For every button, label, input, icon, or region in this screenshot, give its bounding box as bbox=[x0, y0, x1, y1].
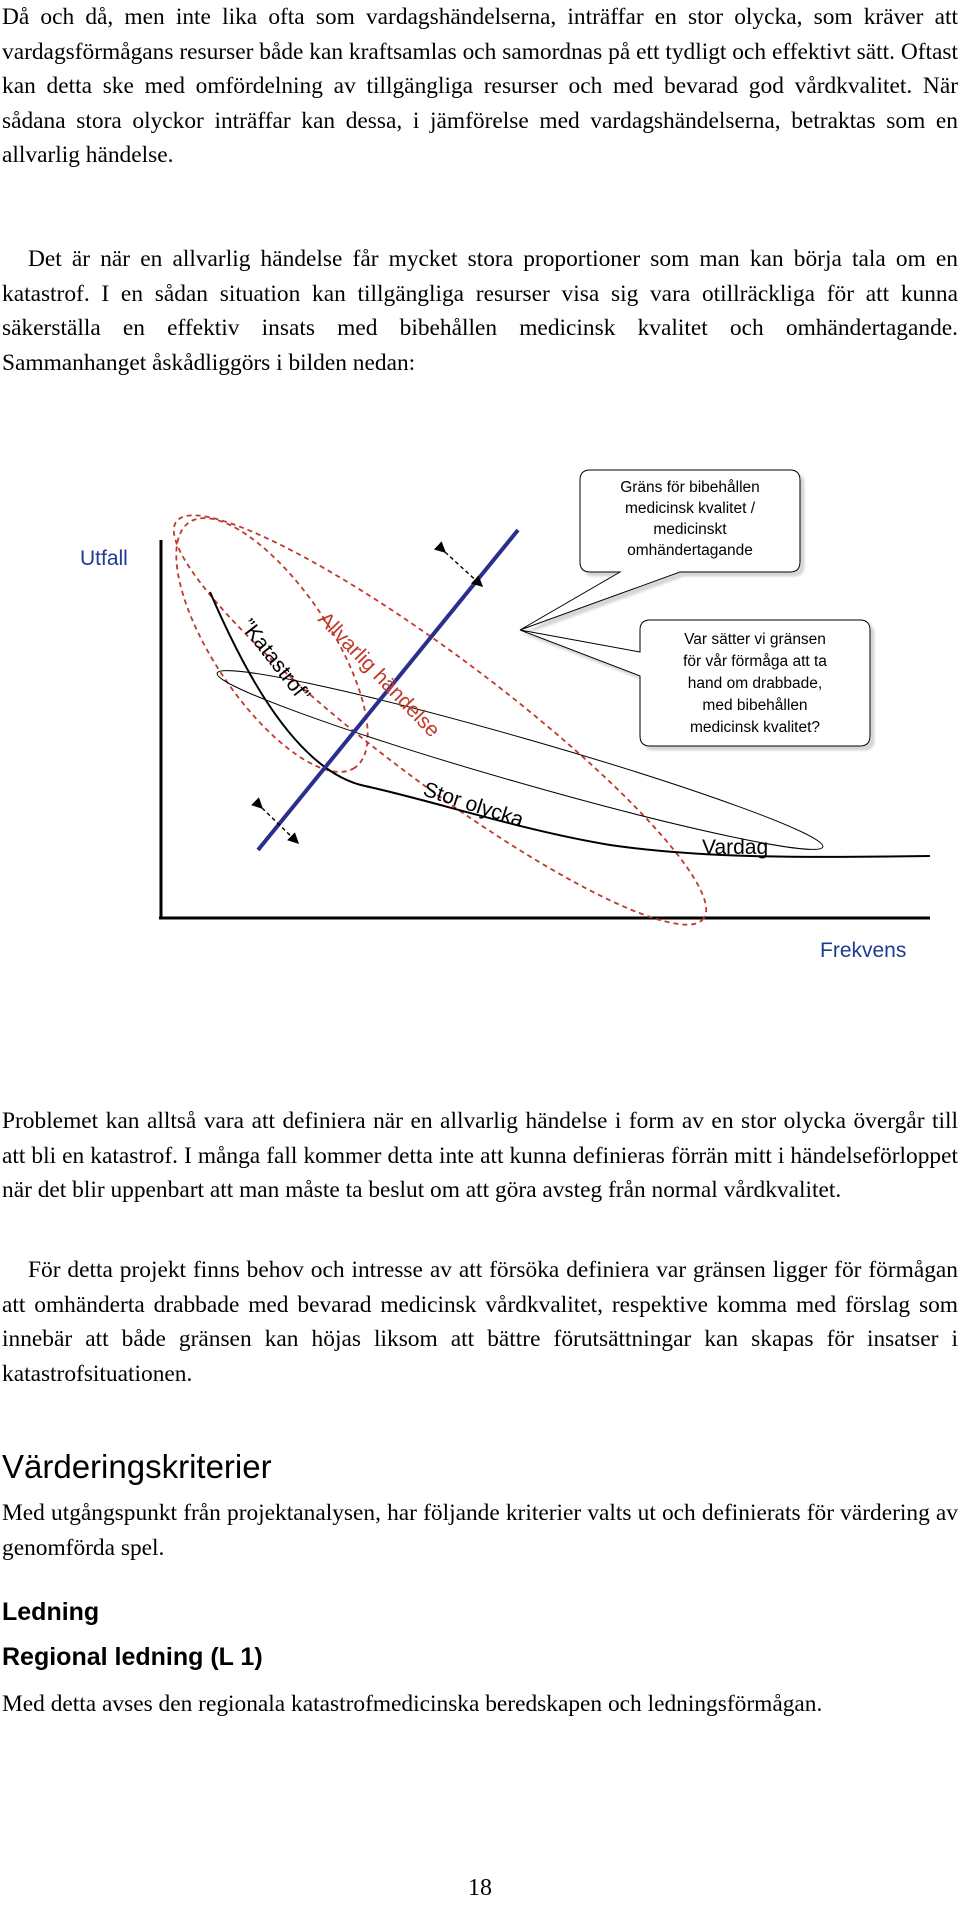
paragraph-criteria: Med utgångspunkt från projektanalysen, har följande kriterier valts ut och definierats för värdering av genomförda spel. bbox=[2, 1500, 958, 1561]
label-stor-olycka: Stor olycka bbox=[420, 777, 527, 832]
callout-bottom-line-2: för vår förmåga att ta bbox=[683, 653, 827, 670]
paragraph-problem: Problemet kan alltså vara att definiera när en allvarlig händelse i form av en stor olycka övergår till att bli en katastrof. I många fall kommer detta inte att kunna definieras förrän mitt i händelseförloppet när det blir uppenbart att man måste ta beslut om att göra avsteg från normal vårdkvalitet. bbox=[2, 1108, 958, 1203]
y-axis-label: Utfall bbox=[80, 547, 128, 570]
callout-top-line-2: medicinsk kvalitet / bbox=[624, 500, 756, 517]
section-heading: Värderingskriterier bbox=[2, 1448, 272, 1485]
paragraph-project: För detta projekt finns behov och intresse av att försöka definiera var gränsen ligger för förmågan att omhänderta drabbade med bevarad medicinsk vårdkvalitet, respektive komma med förslag som innebär att både gränsen kan höjas liksom att bättre förutsättningar kan skapas för insatser i katastrofsituationen. bbox=[2, 1257, 958, 1387]
risk-diagram bbox=[0, 440, 960, 1060]
subheading-ledning: Ledning bbox=[2, 1598, 100, 1626]
label-vardag: Vardag bbox=[702, 836, 769, 859]
x-axis-label: Frekvens bbox=[820, 939, 907, 962]
callout-top-line-3: medicinskt bbox=[653, 521, 727, 538]
callout-bottom-line-4: med bibehållen bbox=[702, 697, 808, 714]
label-katastrof: ”Katastrof” bbox=[236, 614, 315, 707]
callout-bottom-line-5: medicinsk kvalitet? bbox=[689, 719, 821, 736]
page-number: 18 bbox=[468, 1875, 492, 1901]
paragraph-catastrophe: Det är när en allvarlig händelse får mycket stora proportioner som man kan börja tala om en katastrof. I en sådan situation kan tillgängliga resurser visa sig vara otillräckliga för att kunna säkerställa en effektiv insats med bibehållen medicinsk kvalitet och omhändertagande. Sammanhanget åskådliggörs i bilden nedan: bbox=[2, 246, 958, 376]
callout-top-line-1: Gräns för bibehållen bbox=[620, 479, 760, 496]
callout-bottom-line-3: hand om drabbade, bbox=[687, 675, 823, 692]
paragraph-intro: Då och då, men inte lika ofta som vardagshändelserna, inträffar en stor olycka, som kräver att vardagsförmågans resurser både kan kraftsamlas och samordnas på ett tydligt och effektivt sätt. Oftast kan detta ske med omfördelning av tillgängliga resurser och med bevarad god vårdkvalitet. När sådana stora olyckor inträffar kan dessa, i jämförelse med vardagshändelserna, betraktas som en allvarlig händelse. bbox=[2, 4, 958, 168]
paragraph-regional-ledning: Med detta avses den regionala katastrofmedicinska beredskapen och ledningsförmågan. bbox=[2, 1691, 823, 1717]
callout-bottom-line-1: Var sätter vi gränsen bbox=[684, 631, 826, 648]
label-allvarlig-handelse: Allvarlig händelse bbox=[313, 607, 445, 742]
arrow-top bbox=[445, 552, 482, 586]
callout-top-line-4: omhändertagande bbox=[627, 542, 753, 559]
subheading-regional-ledning: Regional ledning (L 1) bbox=[2, 1643, 263, 1671]
